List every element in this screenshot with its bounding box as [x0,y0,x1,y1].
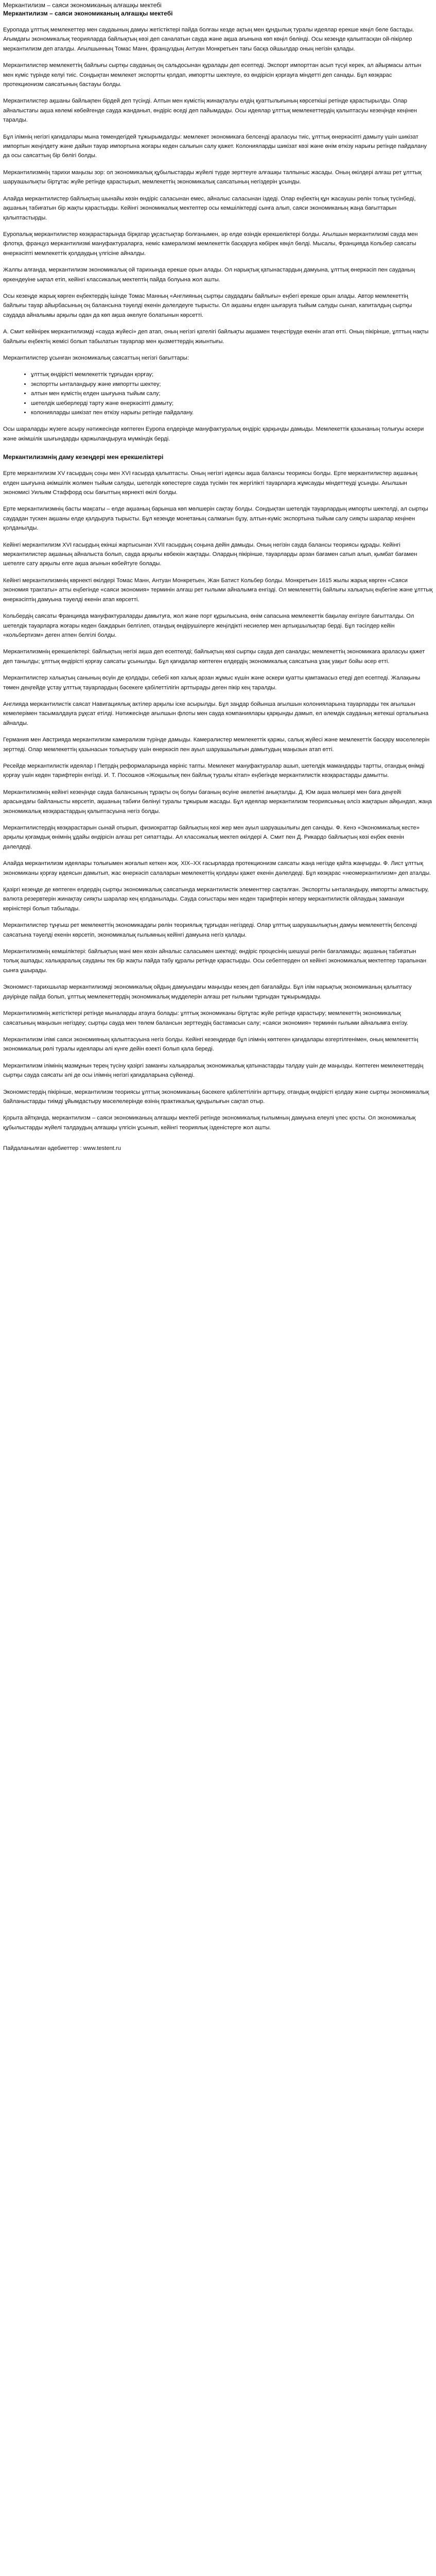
list-item: • экспортты ынталандыру және импортты шектеу; [31,380,433,389]
list-item: • колонияларды шикізат пен өткізу нарығы ретінде пайдалану. [31,408,433,417]
paragraph: Кольбердің саясаты Францияда мануфактураларды дамытуға, жол және порт құрылысына, өнім сапасына мемлекеттік бақылау енгізуге бағытталды. Ол шетелдік тауарларға жоғары кеден баждарын белгілеп, отандық өндірушілерге жеңілдікті несиелер мен артықшылықтар берді. Бұл тәсілдер кейін «кольбертизм» деген атпен белгілі болды. [3,613,414,638]
breadcrumb: Меркантилизм – саяси экономиканың алғашқы мектебі [3,2,162,9]
paragraph: Қорыта айтқанда, меркантилизм – саяси экономиканың алғашқы мектебі ретінде экономикалық ғылымның дамуына елеулі үлес қосты. Ол экономикалық құбылыстарды жүйелі талдаудың алғашқы үлгісін ұсынып, кейінгі теориялық ізденістерге жол ашты. [3,1115,416,1131]
page-title: Меркантилизм – саяси экономиканың алғашқы мектебі [3,10,173,17]
paragraph: Меркантилизм ілімінің мазмұнын терең түсіну қазіргі заманғы халықаралық экономикалық қатынастарды талдау үшін де маңызды. Көптеген мемлекеттердің сыртқы сауда саясаты әлі де осы ілімнің негізгі қағидаларына сүйенеді. [3,1062,424,1079]
paragraph: Меркантилизмнің ерекшеліктері: байлықтың негізі ақша деп есептелді; байлықтың көзі сыртқы сауда деп саналды; мемлекеттің экономикаға араласуы қажет деп танылды; ұлттық өндірісті қорғау саясаты ұсынылды. Бұл қағидалар көптеген елдердің экономикалық саясатына ұзақ уақыт бойы әсер етті. [3,649,425,665]
paragraph: Меркантилизм ілімі саяси экономияның қалыптасуына негіз болды. Кейінгі кезеңдерде бұл ілімнің көптеген қағидалары өзгертілгенімен, оның мемлекеттің экономикалық рөлі туралы идеялары әлі күнге дейін өзекті болып қала береді. [3,1036,418,1053]
paragraph: Осы шараларды жүзеге асыру нәтижесінде көптеген Еуропа елдерінде мануфактуралық өндіріс қарқынды дамыды. Мемлекеттік қазынаның толығуы әскери және әкімшілік шығындарды қаржыландыруға мүмкіндік берді. [3,426,424,442]
paragraph: Ресейде меркантилистік идеялар І Петрдің реформаларында көрініс тапты. Мемлекет мануфактуралар ашып, шетелдік мамандарды тартты, отандық өнімді қорғау үшін кеден тарифтерін енгізді. И. Т. Посошков «Жоқшылық пен байлық туралы кітап» еңбегінде меркантилистік көзқарастарды дамытты. [3,762,425,779]
paragraph: Меркантилизмнің жетістіктері ретінде мыналарды атауға болады: ұлттық экономиканы біртұтас жүйе ретінде қарастыру; мемлекеттің экономикалық саясатының маңызын негіздеу; сыртқы сауда мен төлем балансын зерттеудің бастамасын салу; «саяси экономия» терминін ғылыми айналымға енгізу. [3,1010,408,1026]
paragraph: Экономист-тарихшылар меркантилизмді экономикалық ойдың дамуындағы маңызды кезең деп бағалайды. Бұл ілім нарықтық экономиканың қалыптасу дәуірінде пайда болып, ұлттық мемлекеттердің экономикалық мүдделерін алғаш рет ғылыми тұрғыдан тұжырымдады. [3,984,412,1000]
paragraph: Алайда меркантилистер байлықтың шынайы көзін өндіріс саласынан емес, айналыс саласынан іздеді. Олар еңбектің құн жасаушы рөлін толық түсінбеді, ақшаның табиғатын бір жақты қарастырды. Кейінгі экономикалық мектептер осы кемшіліктерді сынға алып, саяси экономиканың жаңа бағыттарын қалыптастырды. [3,195,416,221]
intro-section [3,25,433,444]
paragraph: Меркантилистер халықтың санының өсуін де қолдады, себебі көп халық арзан жұмыс күшін және әскери қуатты қамтамасыз етеді деп есептеді. Жалақыны төмен деңгейде ұстау ұлттық тауарлардың бәсекеге қабілеттілігін арттырады деген пікір кең таралды. [3,675,421,691]
paragraph: Бұл ілімнің негізгі қағидалары мына төмендегідей тұжырымдалды: мемлекет экономикаға белсенді араласуы тиіс, ұлттық өнеркәсіпті дамыту үшін шикізат импортын жеңілдету және дайын тауар импортына жоғары кеден салығын салу қажет. Колонияларды шикізат көзі және өнім өткізу нарығы ретінде пайдалану да осы саясаттың бір бөлігі болды. [3,133,427,159]
list-item: • шетелдік шеберлерді тарту және өнеркәсіпті дамыту; [31,399,433,408]
paragraph: Меркантилистер ақшаны байлықпен бірдей деп түсінді. Алтын мен күмістің жинақталуы елдің қуаттылығының көрсеткіші ретінде қарастырылды. Олар айналыстағы ақша көлемі көбейгенде сауда жанданып, өндіріс өседі деп пайымдады. Осы идеялар ұлттық мемлекеттердің қалыптасуы кезеңінде кеңінен таралды. [3,98,417,124]
paragraph: Ерте меркантилизмнің басты мақсаты – елде ақшаның барынша көп мөлшерін сақтау болды. Сондықтан шетелдік тауарлардың импорты шектелді, ал сыртқы саудадан түскен ақшаны елде қалдыруға тырысты. Бұл кезеңде монетаның салмағын бұзу, алтын-күміс экспортына тыйым салу сияқты шаралар кеңінен қолданылды. [3,506,428,532]
paragraph: Меркантилистердің көзқарастарын сынай отырып, физиократтар байлықтың көзі жер мен ауыл шаруашылығы деп санады. Ф. Кенэ «Экономикалық кесте» арқылы қоғамдық өнімнің ұдайы өндірісін алғаш рет сипаттады. Ал классикалық мектеп өкілдері А. Смит пен Д. Рикардо байлықтың көзі еңбек екенін дәлелдеді. [3,825,420,850]
paragraph: Меркантилистер тұңғыш рет мемлекеттің экономикадағы рөлін теориялық тұрғыдан негіздеді. Олар ұлттық шаруашылықтың дамуы мемлекеттің белсенді саясатына тәуелді екенін көрсетіп, экономикалық ғылымның кейінгі дамуына негіз қалады. [3,922,417,938]
paragraph: Еуропада ұлттық мемлекеттер мен саудаының дамуы жетістіктері пайда болғаы кезде ақтың мен құндылық туралы идеялар ерекше көңіл бөле бастады. Ағымдағы экономикалық теорияларда байлықтың көзі деп саналатын сауда және ақша ағынына көп көңіл бөлінді. Осы кезеңде қалыптасқан ой-пікірлер меркантилизм деп аталды. Ағылшынның Томас Манн, француздың Антуан Монкретьен тағы басқа ойшылдар оның негізін қалады. [3,27,414,52]
paragraph: Кейінгі меркантилизм XVI ғасырдың екінші жартысынан XVII ғасырдың соңына дейін дамыды. Оның негізін сауда балансы теориясы құрады. Кейінгі меркантилистер ақшаның айналыста болып, сауда арқылы көбеюін жақтады. Олардың пікірінше, тауарларды арзан бағамен сатып алып, қымбат бағамен шетелге сату арқылы елге ақша ағынын көбейтуге болады. [3,541,417,567]
paragraph: Меркантилизмнің кемшіліктері: байлықтың мәні мен көзін айналыс саласымен шектеді; өндіріс процесінің шешуші рөлін бағаламады; ақшаның табиғатын толық ашпады; халықаралық сауданы тек бір жақты пайда табу құралы ретінде қарастырды. Осы себептерден ол кейінгі экономикалық мектептер тарапынан сынға ұшырады. [3,948,427,974]
paragraph: Алайда меркантилизм идеялары толығымен жоғалып кеткен жоқ. XIX–XX ғасырларда протекционизм саясаты жаңа негізде қайта жаңғырды. Ф. Лист ұлттық экономиканы қорғау идеясын дамытып, жас өнеркәсіп салаларын мемлекеттің қолдауы қажет екенін дәлелдеді. Бұл көзқарас «неомеркантилизм» деп аталды. [3,860,431,876]
references-footer: Пайдаланылған әдебиеттер : www.testent.ru [3,1145,121,1152]
main-section [3,453,433,1132]
paragraph: Меркантилизмнің кейінгі кезеңінде сауда балансының тұрақты оң болуы бағаның өсуіне әкелетіні анықталды. Д. Юм ақша мөлшері мен баға деңгейі арасындағы байланысты көрсетіп, ақшаның табиғи бөлінуі туралы тұжырым жасады. Бұл идеялар меркантилизм теориясының әлсіз жақтарын айқындап, жаңа экономикалық көзқарастардың қалыптасуына негіз болды. [3,789,432,815]
paragraph: Жалпы алғанда, меркантилизм экономикалық ой тарихында ерекше орын алады. Ол нарықтық қатынастардың дамуына, ұлттық өнеркәсіп пен сауданың өркендеуіне ықпал етіп, кейінгі классикалық мектептің пайда болуына жол ашты. [3,267,415,283]
paragraph: Ерте меркантилизм XV ғасырдың соңы мен XVI ғасырда қалыптасты. Оның негізгі идеясы ақша балансы теориясы болды. Ерте меркантилистер ақшаның елден шығуына әкімшілік жолмен тыйым салуды, шетелдік көпестерге сауда түсімін тек жергілікті тауарларға жұмсауды міндеттеуді ұсынды. Ағылшын экономисі Уильям Стаффорд осы бағыттың көрнекті өкілі болды. [3,470,417,496]
paragraph: Кейінгі меркантилизмнің көрнекті өкілдері Томас Манн, Антуан Монкретьен, Жан Батист Кольбер болды. Монкретьен 1615 жылы жарық көрген «Саяси экономия трактаты» атты еңбегінде «саяси экономия» терминін алғаш рет ғылыми айналымға енгізді. Ол мемлекеттің байлығы халықтың еңбегіне және ұлттық өнеркәсіптің дамуына тәуелді екенін атап көрсетті. [3,577,433,603]
section-title: Меркантилизмнің даму кезеңдері мен ерекшеліктері [3,453,164,461]
paragraph: Меркантилизмнің тарихи маңызы зор: ол экономикалық құбылыстарды жүйелі түрде зерттеуге алғашқы талпыныс жасады. Оның өкілдері алғаш рет ұлттық шаруашылықты біртұтас жүйе ретінде қарастырып, мемлекеттің экономикалық саясатының негіздерін ұсынды. [3,169,422,185]
list-item: • алтын мен күмістің елден шығуына тыйым салу; [31,389,433,398]
paragraph: А. Смит кейінірек меркантилизмді «сауда жүйесі» деп атап, оның негізгі қателігі байлықты ақшамен теңестіруде екенін атап өтті. Оның пікірінше, ұлттың нақты байлығы еңбектің жемісі болып табылатын тауарлар мен қызметтердің жиынтығы. [3,329,429,345]
paragraph: Германия мен Австрияда меркантилизм камерализм түрінде дамыды. Камералистер мемлекеттік қаржы, салық жүйесі және мемлекеттік басқару мәселелерін зерттеді. Олар мемлекеттің қазынасын толықтыру үшін өнеркәсіп пен ауыл шаруашылығын дамытудың маңызын атап өтті. [3,737,430,753]
paragraph: Меркантилистер мемлекеттің байлығы сыртқы сауданың оң сальдосынан құралады деп есептеді. Экспорт импорттан асып түсуі керек, ал айырмасы алтын мен күміс түрінде келуі тиіс. Сондықтан мемлекет экспортты қолдап, импортты шектеуге, өз өндірісін қорғауға міндетті деп санады. Бұл көзқарас протекционизм саясатының бастауы болды. [3,62,422,88]
list-item: • ұлттық өндірісті мемлекеттік тұрғыдан қорғау; [31,370,433,379]
bullet-list [3,370,433,417]
paragraph: Англияда меркантилистік саясат Навигациялық актілер арқылы іске асырылды. Бұл заңдар бойынша ағылшын колонияларына тауарларды тек ағылшын кемелерімен тасымалдауға рұқсат етілді. Нәтижесінде ағылшын флоты мен сауда компаниялары қарқынды дамып, ел әлемдік сауданың жетекші орталығына айналды. [3,701,429,726]
paragraph: Меркантилистер ұсынған экономикалық саясаттың негізгі бағыттары: [3,354,189,361]
paragraph: Экономистердің пікірінше, меркантилизм теориясы ұлттық экономиканың бәсекеге қабілеттілігін арттыру, отандық өндірісті қолдау және сыртқы экономикалық байланыстарды тиімді ұйымдастыру мәселелерінде өзінің практикалық құндылығын сақтап отыр. [3,1089,429,1105]
paragraph: Еуропалық меркантилистер көзқарастарында бірқатар ұқсастықтар болғанымен, әр елде өзіндік ерекшеліктері болды. Ағылшын меркантилизмі сауда мен флотқа, француз меркантилизмі мануфактураларға, неміс камерализмі мемлекеттік басқаруға көбірек көңіл бөлді. Мысалы, Францияда Кольбер саясаты өнеркәсіпті мемлекеттік қолдаудың үлгісіне айналды. [3,231,418,257]
document-page [0,0,436,1154]
paragraph: Осы кезеңде жарық көрген еңбектердің ішінде Томас Манның «Англияның сыртқы саудадағы байлығы» еңбегі ерекше орын алады. Автор мемлекеттің байлығы тауар айырбасының оң балансына тәуелді екенін дәлелдеуге тырысты. Ол ақшаны елден шығаруға тыйым салуды сынап, капиталдың сыртқы саудада айналымы арқылы одан да көп ақша әкелуге болатынын көрсетті. [3,293,412,318]
paragraph: Қазіргі кезеңде де көптеген елдердің сыртқы экономикалық саясатында меркантилистік элементтер сақталған. Экспортты ынталандыру, импортты алмастыру, валюта резервтерін жинақтау сияқты шаралар кең қолданылады. Сауда соғыстары мен кеден тарифтерін көтеру меркантилистік ойлаудың заманауи көріністері болып табылады. [3,887,429,912]
